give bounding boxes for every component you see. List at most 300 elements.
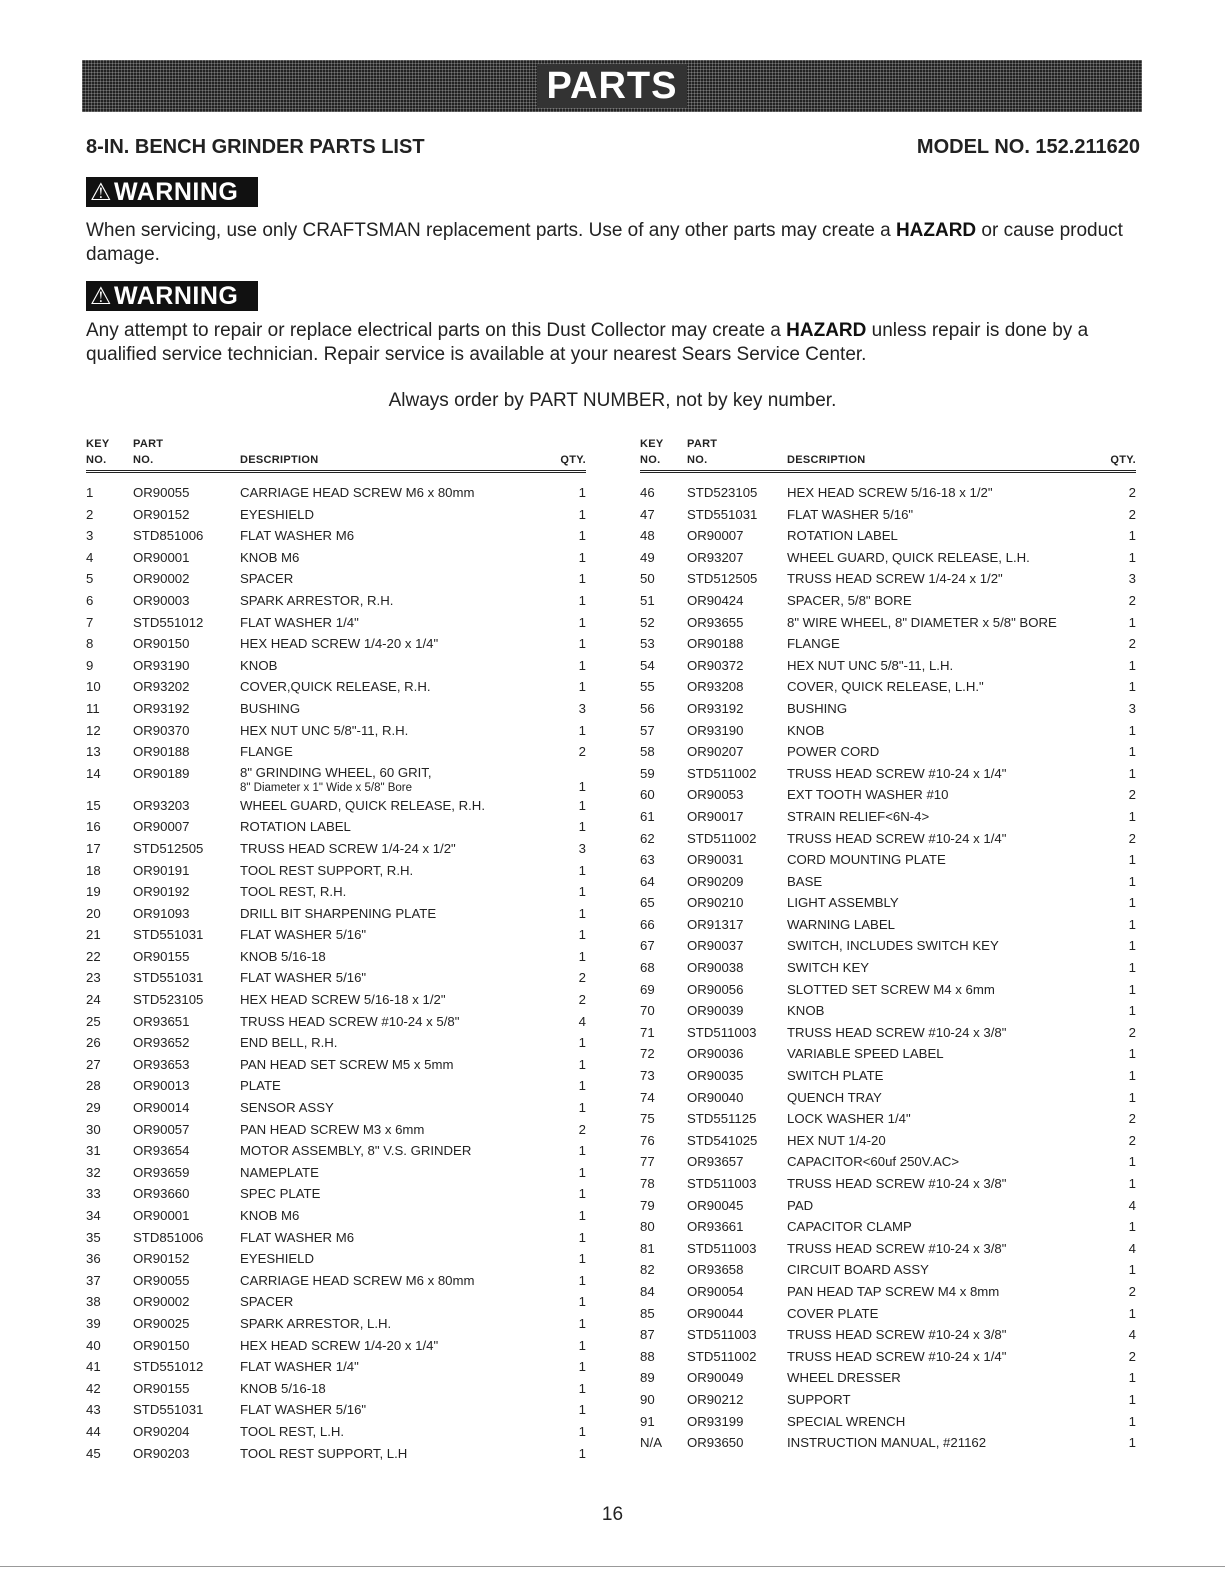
description: BASE — [787, 873, 823, 889]
part-number: OR90188 — [133, 744, 190, 760]
quantity: 1 — [578, 778, 586, 794]
header-part-line1: PART — [133, 438, 164, 450]
quantity: 1 — [578, 1208, 586, 1223]
quantity: 1 — [578, 485, 586, 500]
table-row — [640, 1432, 1136, 1454]
key-number: 56 — [640, 700, 655, 716]
parts-table-left — [86, 438, 586, 1464]
key-number: 40 — [86, 1337, 101, 1353]
description: HEX HEAD SCREW 5/16-18 x 1/2" — [787, 485, 993, 500]
key-number: 24 — [86, 992, 101, 1008]
table-row — [640, 784, 1136, 806]
quantity: 1 — [1128, 1089, 1136, 1105]
description: CAPACITOR<60uf 250V.AC> — [787, 1154, 960, 1170]
key-number: 23 — [86, 970, 101, 986]
parts-table-right — [640, 438, 1136, 1454]
table-row — [86, 967, 586, 989]
description: EXT TOOTH WASHER #10 — [787, 787, 949, 803]
part-number: OR90424 — [687, 592, 744, 608]
description: 8" WIRE WHEEL, 8" DIAMETER x 5/8" BORE — [787, 614, 1057, 630]
table-row — [86, 1248, 586, 1270]
table-row — [86, 1183, 586, 1205]
key-number: 55 — [640, 679, 655, 695]
description: TOOL REST SUPPORT, L.H — [240, 1445, 408, 1461]
part-number: OR93659 — [133, 1164, 190, 1180]
description: PAN HEAD SET SCREW M5 x 5mm — [240, 1056, 454, 1072]
description: SPARK ARRESTOR, R.H. — [240, 592, 394, 608]
table-row — [640, 1000, 1136, 1022]
key-number: 29 — [86, 1100, 101, 1116]
key-number: 41 — [86, 1359, 101, 1375]
quantity: 1 — [1128, 1003, 1136, 1019]
warning-text — [86, 319, 1136, 367]
key-number: 42 — [86, 1380, 101, 1396]
description: COVER,QUICK RELEASE, R.H. — [240, 679, 431, 695]
key-number: 37 — [86, 1272, 101, 1288]
warning-text-hazard: HAZARD — [895, 220, 977, 241]
key-number: 47 — [640, 506, 655, 522]
description: PLATE — [240, 1078, 281, 1094]
table-row — [86, 1313, 586, 1335]
description: SWITCH, INCLUDES SWITCH KEY — [787, 938, 999, 954]
description: FLAT WASHER M6 — [240, 528, 355, 544]
description: PAN HEAD TAP SCREW M4 x 8mm — [787, 1283, 1000, 1299]
part-number: STD551125 — [687, 1111, 757, 1127]
table-row — [86, 1443, 586, 1465]
quantity: 1 — [1128, 679, 1136, 695]
table-row — [640, 892, 1136, 914]
order-note: Always order by PART NUMBER, not by key number. — [388, 390, 837, 411]
description-line: 8" GRINDING WHEEL, 60 GRIT, — [240, 764, 432, 780]
warning-text-pre: When servicing, use only CRAFTSMAN replacement parts. Use of any other parts may create a — [86, 220, 896, 241]
quantity: 2 — [578, 992, 586, 1008]
part-number: OR90049 — [687, 1370, 744, 1386]
key-number: 62 — [640, 830, 655, 846]
description — [240, 763, 432, 794]
part-number: OR90003 — [133, 592, 190, 608]
description: HEX NUT 1/4-20 — [787, 1132, 886, 1148]
description: TRUSS HEAD SCREW #10-24 x 3/8" — [787, 1240, 1007, 1256]
part-number: STD523105 — [133, 992, 204, 1008]
part-number: OR90055 — [133, 485, 190, 500]
warning-text-hazard: HAZARD — [786, 320, 867, 341]
key-number: 79 — [640, 1197, 655, 1213]
quantity: 1 — [578, 1186, 586, 1202]
description: MOTOR ASSEMBLY, 8" V.S. GRINDER — [240, 1143, 472, 1159]
quantity: 1 — [578, 1078, 586, 1094]
key-number: 77 — [640, 1154, 655, 1170]
table-row — [86, 633, 586, 655]
key-number: 53 — [640, 636, 655, 652]
description: PAN HEAD SCREW M3 x 6mm — [240, 1121, 425, 1137]
description: SLOTTED SET SCREW M4 x 6mm — [787, 981, 995, 997]
part-number: OR93657 — [687, 1154, 744, 1170]
quantity: 3 — [578, 840, 586, 856]
quantity: 1 — [1128, 549, 1136, 565]
quantity: 2 — [578, 970, 586, 986]
quantity: 2 — [1128, 1132, 1136, 1148]
table-row — [86, 1378, 586, 1400]
part-number: OR90001 — [133, 549, 190, 565]
part-number: OR93654 — [133, 1143, 190, 1159]
quantity: 1 — [578, 1315, 586, 1331]
table-row — [86, 924, 586, 946]
key-number: 74 — [640, 1089, 655, 1105]
key-number: 70 — [640, 1003, 655, 1019]
part-number: OR90209 — [687, 873, 744, 889]
key-number: 87 — [640, 1327, 655, 1343]
table-row — [640, 871, 1136, 893]
quantity: 1 — [1128, 657, 1136, 673]
table-row — [86, 1075, 586, 1097]
quantity: 1 — [578, 657, 586, 673]
table-row — [640, 1216, 1136, 1238]
description: WHEEL GUARD, QUICK RELEASE, L.H. — [787, 549, 1030, 565]
part-number: OR90037 — [687, 938, 744, 954]
description: FLANGE — [240, 744, 293, 760]
quantity: 1 — [1128, 744, 1136, 760]
header-part-line2: NO. — [133, 454, 154, 466]
part-number: OR90017 — [687, 808, 744, 824]
quantity: 4 — [1128, 1240, 1136, 1256]
description: COVER, QUICK RELEASE, L.H." — [787, 679, 984, 695]
key-number: 84 — [640, 1283, 655, 1299]
key-number: 11 — [86, 700, 100, 716]
part-number: OR93192 — [687, 700, 744, 716]
description: SPARK ARRESTOR, L.H. — [240, 1315, 392, 1331]
quantity: 1 — [578, 948, 586, 964]
part-number: STD551012 — [133, 614, 204, 630]
description: FLAT WASHER M6 — [240, 1229, 355, 1245]
quantity: 1 — [1128, 1391, 1136, 1407]
quantity: 1 — [1128, 1413, 1136, 1429]
table-row — [86, 816, 586, 838]
key-number: 17 — [86, 840, 101, 856]
description: COVER PLATE — [787, 1305, 879, 1321]
table-row — [86, 1054, 586, 1076]
description: EYESHIELD — [240, 506, 315, 522]
part-number: OR93650 — [687, 1435, 744, 1451]
key-number: 60 — [640, 787, 655, 803]
quantity: 2 — [1128, 592, 1136, 608]
description: BUSHING — [787, 700, 848, 716]
key-number: 2 — [86, 506, 94, 522]
quantity: 1 — [578, 1359, 586, 1375]
table-row — [640, 1324, 1136, 1346]
quantity: 2 — [1128, 506, 1136, 522]
warning-triangle-icon: ⚠ — [90, 178, 113, 206]
quantity: 1 — [1128, 1435, 1136, 1451]
part-number: OR93658 — [687, 1262, 744, 1278]
header-key-line2: NO. — [86, 454, 107, 466]
page-number: 16 — [601, 1504, 624, 1525]
part-number: OR93653 — [133, 1056, 190, 1072]
key-number: 19 — [86, 884, 101, 900]
quantity: 4 — [1128, 1327, 1136, 1343]
part-number: OR90150 — [133, 636, 190, 652]
parts-rows — [86, 482, 586, 1464]
quantity: 1 — [1128, 916, 1136, 932]
header-description: DESCRIPTION — [240, 454, 319, 466]
key-number: 35 — [86, 1229, 101, 1245]
key-number: 51 — [640, 592, 655, 608]
key-number: 43 — [86, 1402, 101, 1418]
description: HEX NUT UNC 5/8"-11, R.H. — [240, 722, 409, 738]
key-number: 22 — [86, 948, 101, 964]
description: QUENCH TRAY — [787, 1089, 882, 1105]
table-row — [86, 1097, 586, 1119]
description: POWER CORD — [787, 744, 880, 760]
part-number: STD511003 — [687, 1176, 757, 1191]
part-number: OR90372 — [687, 657, 744, 673]
table-row — [640, 1346, 1136, 1368]
description: WHEEL GUARD, QUICK RELEASE, R.H. — [240, 797, 485, 813]
table-row — [86, 1335, 586, 1357]
description: FLAT WASHER 5/16" — [787, 506, 914, 522]
description: HEX HEAD SCREW 1/4-20 x 1/4" — [240, 1337, 439, 1353]
description: KNOB — [240, 657, 278, 673]
header-key-line1: KEY — [640, 438, 664, 450]
key-number: 15 — [86, 797, 101, 813]
part-number: OR93192 — [133, 700, 190, 716]
key-number: 9 — [86, 657, 94, 673]
header-key-line1: KEY — [86, 438, 110, 450]
table-row — [640, 720, 1136, 742]
table-row — [640, 525, 1136, 547]
key-number: 6 — [86, 592, 94, 608]
quantity: 1 — [1128, 808, 1136, 824]
quantity: 2 — [1128, 1111, 1136, 1127]
quantity: 2 — [1128, 1283, 1136, 1299]
key-number: 64 — [640, 873, 655, 889]
description: FLAT WASHER 5/16" — [240, 970, 367, 986]
warning-label: WARNING — [114, 177, 239, 206]
part-number: OR90040 — [687, 1089, 744, 1105]
quantity: 2 — [1128, 1024, 1136, 1040]
table-row — [86, 1291, 586, 1313]
part-number: OR90152 — [133, 1251, 190, 1267]
part-number: OR90044 — [687, 1305, 744, 1321]
description: LIGHT ASSEMBLY — [787, 895, 899, 911]
part-number: OR90188 — [687, 636, 744, 652]
part-number: OR90013 — [133, 1078, 190, 1094]
key-number: 4 — [86, 549, 94, 565]
table-row — [86, 1399, 586, 1421]
part-number: OR90025 — [133, 1315, 190, 1331]
description: SPACER, 5/8" BORE — [787, 592, 912, 608]
quantity: 1 — [1128, 1068, 1136, 1084]
quantity: 2 — [1128, 636, 1136, 652]
quantity: 1 — [578, 571, 586, 587]
warning-text — [86, 219, 1136, 267]
quantity: 1 — [578, 549, 586, 565]
table-row — [86, 590, 586, 612]
key-number: N/A — [640, 1435, 662, 1451]
quantity: 1 — [578, 1100, 586, 1116]
header-part-line2: NO. — [687, 454, 708, 466]
quantity: 2 — [578, 744, 586, 760]
key-number: 21 — [86, 927, 101, 943]
description: SWITCH KEY — [787, 960, 870, 976]
warning-text-post: unless repair is done by a qualified service technician. Repair service is available at your nearest Sears Service Center. — [86, 320, 1089, 365]
table-row — [86, 763, 586, 795]
table-row — [640, 547, 1136, 569]
key-number: 89 — [640, 1370, 655, 1386]
table-row — [86, 720, 586, 742]
description: LOCK WASHER 1/4" — [787, 1111, 911, 1127]
quantity: 1 — [1128, 873, 1136, 889]
key-number: 32 — [86, 1164, 101, 1180]
quantity: 1 — [1128, 938, 1136, 954]
description: SENSOR ASSY — [240, 1100, 334, 1116]
key-number: 66 — [640, 916, 655, 932]
warning-badge — [86, 177, 258, 207]
table-row — [640, 1173, 1136, 1195]
table-row — [640, 741, 1136, 763]
description: WARNING LABEL — [787, 916, 895, 932]
key-number: 27 — [86, 1056, 101, 1072]
part-number: STD512505 — [133, 840, 204, 856]
part-number: OR90039 — [687, 1003, 744, 1019]
table-row — [640, 1151, 1136, 1173]
table-row — [640, 1065, 1136, 1087]
key-number: 82 — [640, 1262, 655, 1278]
table-row — [640, 1411, 1136, 1433]
quantity: 1 — [578, 927, 586, 943]
quantity: 2 — [1128, 787, 1136, 803]
table-row — [86, 1119, 586, 1141]
key-number: 36 — [86, 1251, 101, 1267]
quantity: 4 — [1128, 1197, 1136, 1213]
description: KNOB M6 — [240, 1208, 300, 1223]
description: TOOL REST, L.H. — [240, 1423, 345, 1439]
table-header — [86, 438, 586, 473]
part-number: OR93661 — [687, 1219, 744, 1235]
key-number: 88 — [640, 1348, 655, 1364]
description: NAMEPLATE — [240, 1164, 319, 1180]
table-row — [86, 547, 586, 569]
description: DRILL BIT SHARPENING PLATE — [240, 905, 437, 921]
key-number: 78 — [640, 1176, 655, 1191]
key-number: 18 — [86, 862, 101, 878]
key-number: 76 — [640, 1132, 655, 1148]
table-row — [86, 860, 586, 882]
table-row — [86, 1270, 586, 1292]
table-row — [640, 590, 1136, 612]
quantity: 1 — [1128, 1046, 1136, 1062]
description: SWITCH PLATE — [787, 1068, 884, 1084]
quantity: 1 — [578, 1380, 586, 1396]
description: ROTATION LABEL — [240, 819, 351, 835]
table-row — [640, 1367, 1136, 1389]
quantity: 1 — [1128, 614, 1136, 630]
table-row — [640, 633, 1136, 655]
quantity: 1 — [578, 1143, 586, 1159]
table-row — [86, 838, 586, 860]
quantity: 1 — [578, 1423, 586, 1439]
description: FLAT WASHER 1/4" — [240, 614, 359, 630]
key-number: 26 — [86, 1035, 101, 1051]
description: FLANGE — [787, 636, 840, 652]
table-row — [86, 1227, 586, 1249]
table-row — [640, 568, 1136, 590]
warning-text-post: or cause product damage. — [86, 220, 1123, 265]
quantity: 1 — [578, 1445, 586, 1461]
part-number: STD551031 — [687, 506, 758, 522]
quantity: 1 — [578, 1251, 586, 1267]
part-number: OR90155 — [133, 1380, 190, 1396]
key-number: 75 — [640, 1111, 655, 1127]
part-number: OR90055 — [133, 1272, 190, 1288]
quantity: 1 — [578, 614, 586, 630]
quantity: 1 — [578, 1272, 586, 1288]
key-number: 44 — [86, 1423, 101, 1439]
description: CARRIAGE HEAD SCREW M6 x 80mm — [240, 485, 475, 500]
description: KNOB — [787, 722, 825, 738]
table-row — [86, 655, 586, 677]
key-number: 49 — [640, 549, 655, 565]
key-number: 30 — [86, 1121, 101, 1137]
description: CARRIAGE HEAD SCREW M6 x 80mm — [240, 1272, 475, 1288]
description: BUSHING — [240, 700, 301, 716]
quantity: 1 — [578, 722, 586, 738]
part-number: OR93655 — [687, 614, 744, 630]
part-number: OR90054 — [687, 1283, 744, 1299]
table-row — [86, 1032, 586, 1054]
quantity: 1 — [1128, 981, 1136, 997]
part-number: OR90207 — [687, 744, 744, 760]
part-number: OR90053 — [687, 787, 744, 803]
table-header — [640, 438, 1136, 473]
table-row — [86, 676, 586, 698]
part-number: OR90002 — [133, 571, 190, 587]
part-number: OR90155 — [133, 948, 190, 964]
table-row — [640, 1259, 1136, 1281]
quantity: 4 — [578, 1013, 586, 1029]
part-number: OR93652 — [133, 1035, 190, 1051]
description-subline: 8" Diameter x 1" Wide x 5/8" Bore — [240, 781, 413, 794]
table-row — [640, 1130, 1136, 1152]
part-number: OR93190 — [687, 722, 744, 738]
table-row — [640, 1087, 1136, 1109]
key-number: 38 — [86, 1294, 101, 1310]
quantity: 1 — [578, 1035, 586, 1051]
part-number: STD511002 — [687, 1348, 757, 1364]
key-number: 13 — [86, 744, 101, 760]
quantity: 1 — [578, 592, 586, 608]
description: KNOB 5/16-18 — [240, 948, 326, 964]
description: TOOL REST, R.H. — [240, 884, 347, 900]
part-number: OR90002 — [133, 1294, 190, 1310]
description: EYESHIELD — [240, 1251, 315, 1267]
key-number: 90 — [640, 1391, 655, 1407]
table-row — [86, 525, 586, 547]
part-number: OR90035 — [687, 1068, 744, 1084]
quantity: 1 — [578, 1402, 586, 1418]
description: VARIABLE SPEED LABEL — [787, 1046, 944, 1062]
quantity: 1 — [1128, 1305, 1136, 1321]
quantity: 1 — [578, 797, 586, 813]
part-number: OR90036 — [687, 1046, 744, 1062]
part-number: STD523105 — [687, 485, 758, 500]
key-number: 80 — [640, 1219, 655, 1235]
key-number: 50 — [640, 571, 655, 587]
description: SPEC PLATE — [240, 1186, 321, 1202]
table-row — [86, 1205, 586, 1227]
key-number: 7 — [86, 614, 94, 630]
table-row — [640, 1043, 1136, 1065]
table-row — [640, 914, 1136, 936]
